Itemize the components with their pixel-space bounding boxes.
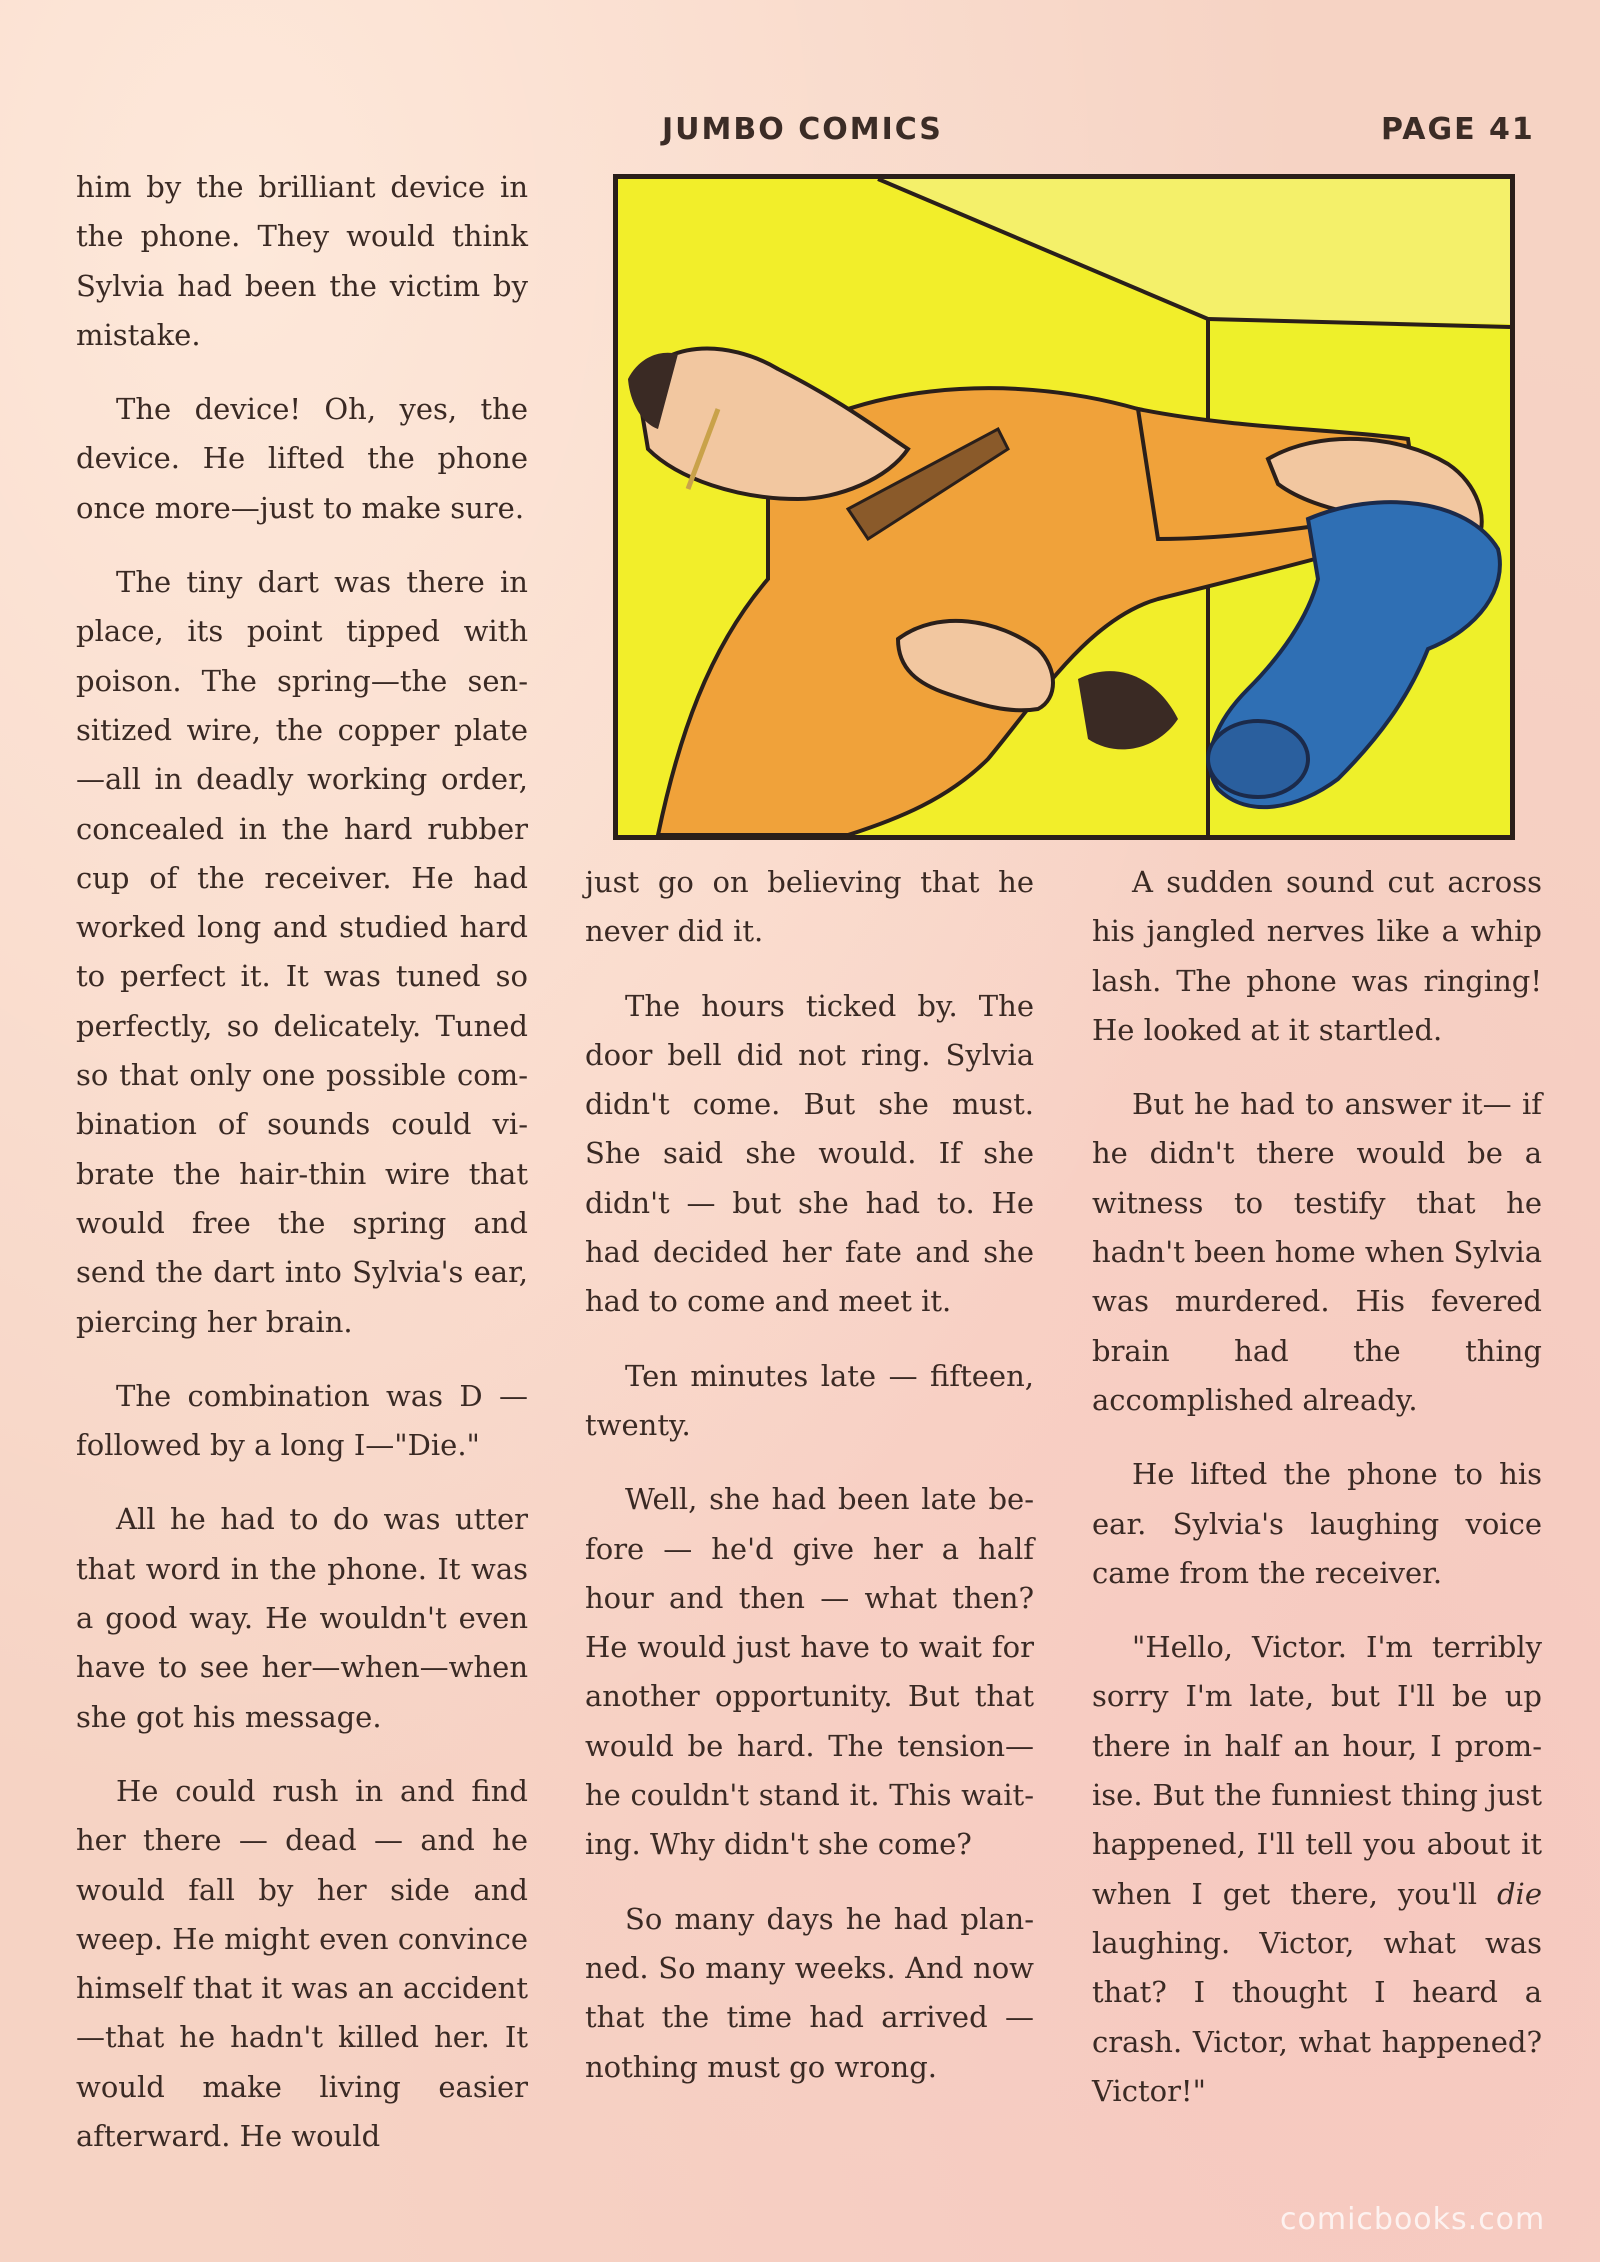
text-column-2 <box>585 858 1034 2092</box>
text-column-1 <box>76 163 528 2161</box>
paragraph: just go on believing that he never did it. <box>585 865 1034 949</box>
paragraph: All he had to do was utter that word in the phone. It was a good way. He wouldn't even have to see her—when—when she got his message. <box>76 1502 528 1734</box>
comic-illustration <box>613 174 1515 840</box>
paragraph: The hours ticked by. The door bell did not ring. Sylvia didn't come. But she must. She said she would. If she didn't — but she had to. He had decided her fate and she had to come and meet it. <box>585 988 1034 1319</box>
paragraph: The tiny dart was there in place, its point tipped with poison. The spring—the sensitized wire, the copper plate —all in deadly working order, concealed in the hard rubber cup of the receiver. He had worked long and studied hard to perfect it. It was tuned so perfectly, so delicately. Tuned so that only one possible combination of sounds could vibrate the hair-thin wire that would free the spring and send the dart into Sylvia's ear, piercing her brain. <box>76 565 528 1339</box>
paragraph-dialogue <box>1092 1623 1542 2116</box>
paragraph: him by the brilliant device in the phone. They would think Sylvia had been the victim by mistake. <box>76 170 528 352</box>
paragraph: Well, she had been late before — he'd give her a half hour and then — what then? He would just have to wait for another opportunity. But that would be hard. The tension— he couldn't stand it. This waiting. Why didn't she come? <box>585 1482 1034 1862</box>
paragraph: The combination was D — followed by a long I—"Die." <box>76 1378 528 1463</box>
paragraph: Ten minutes late — fifteen, twenty. <box>585 1358 1034 1442</box>
paragraph: The device! Oh, yes, the device. He lifted the phone once more—just to make sure. <box>76 392 528 525</box>
emphasized-word: die <box>1496 1876 1542 1911</box>
illustration-drawing <box>618 179 1510 835</box>
paragraph: But he had to answer it— if he didn't there would be a witness to testify that he hadn't been home when Sylvia was murdered. His fevered brain had the thing accomplished already. <box>1092 1087 1542 1417</box>
paragraph: So many days he had planned. So many weeks. And now that the time had arrived —nothing must go wrong. <box>585 1901 1034 2084</box>
paragraph: He could rush in and find her there — dead — and he would fall by her side and weep. He might even convince himself that it was an accident—that he hadn't killed her. It would make living easier afterward. He would <box>76 1773 528 2153</box>
dialogue-text: "Hello, Victor. I'm terribly sorry I'm late, but I'll be up there in half an hour, I promise. But the funniest thing just happened, I'll tell you about it when I get there, you'll <box>1092 1630 1542 1911</box>
paragraph: He lifted the phone to his ear. Sylvia's laughing voice came from the receiver. <box>1092 1457 1542 1590</box>
paragraph: A sudden sound cut across his jangled nerves like a whip lash. The phone was ringing! He looked at it startled. <box>1092 865 1542 1047</box>
watermark: comicbooks.com <box>1280 2202 1546 2237</box>
dialogue-text: laughing. Victor, what was that? I thought I heard a crash. Victor, what happened? Victor!" <box>1092 1925 1542 2108</box>
magazine-title: JUMBO COMICS <box>662 112 943 147</box>
text-column-3 <box>1092 858 1542 2116</box>
page-number: PAGE 41 <box>1381 112 1535 147</box>
page-header <box>0 112 1600 152</box>
